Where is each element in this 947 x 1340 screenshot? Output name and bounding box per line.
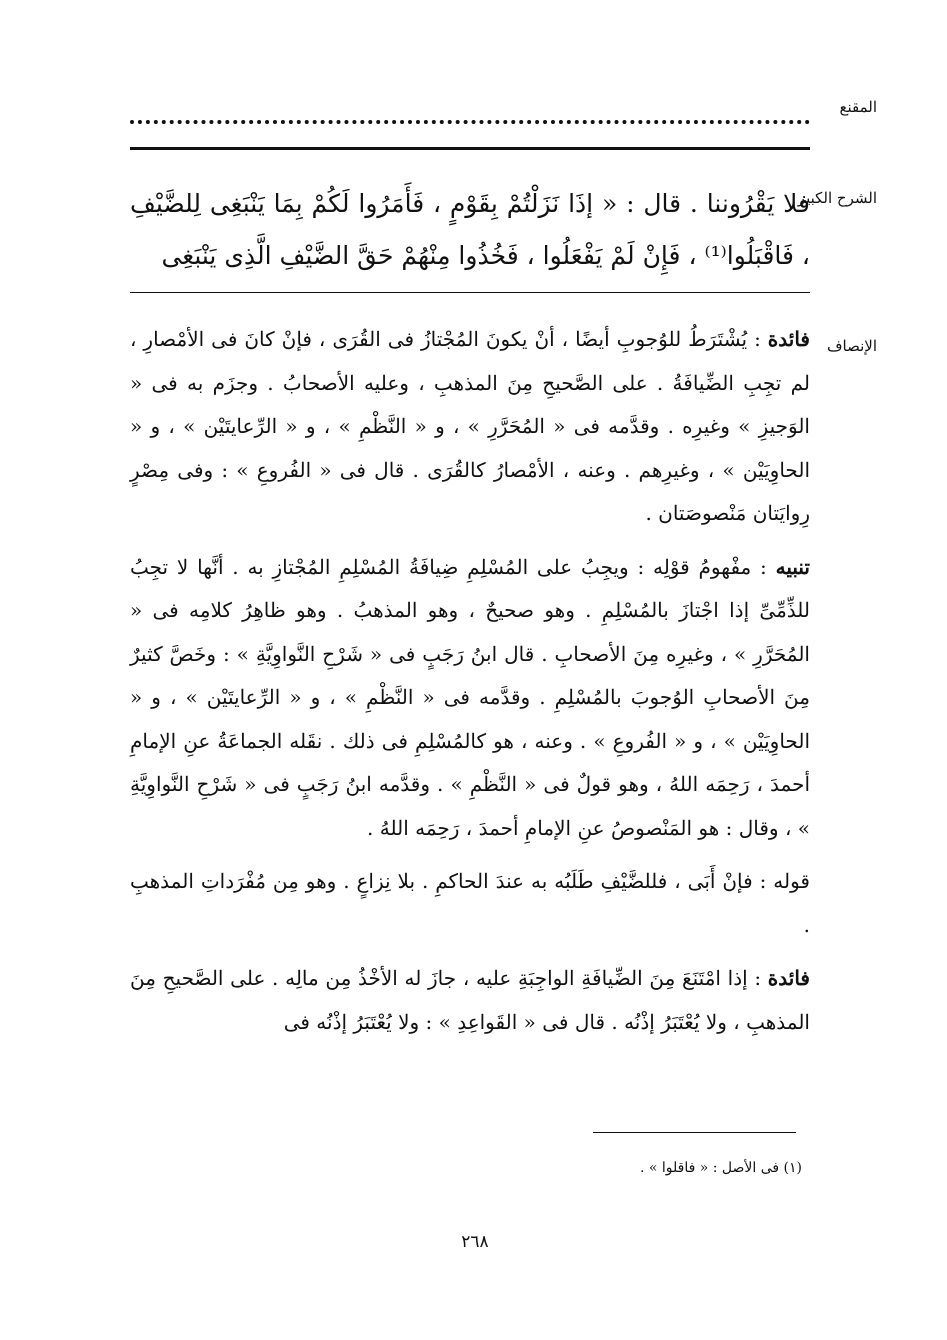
insaf-section-label: الإنصاف <box>826 337 877 355</box>
paragraph-lead: فائدة <box>767 327 810 351</box>
footnote-rule <box>593 1132 796 1133</box>
header-rule <box>130 147 810 150</box>
paragraph-text: : إذا امْتَنَعَ مِنَ الضِّيافَةِ الواجِبَةِ عليه ، جازَ له الأخْذُ مِن مالِه . على الصَّحيحِ مِنَ المذهبِ ، ولا يُعْتَبَرُ إذْنُه . قال فى « القَواعِدِ » : ولا يُعْتَبَرُ إذْنُه فى <box>130 966 810 1034</box>
section-divider <box>130 292 810 293</box>
paragraph-lead: فائدة <box>767 966 810 990</box>
running-head-title: المقنع <box>839 98 877 116</box>
insaf-paragraph <box>130 957 810 1044</box>
dotted-separator <box>130 110 810 124</box>
paragraph-text: : مفْهومُ قوْلِه : ويجِبُ على المُسْلِمِ ضِيافَةُ المُسْلِمِ المُجْتازِ به . أنَّها لا تجِبُ للذِّمِّىِّ إذا اجْتازَ بالمُسْلِمِ . وهو صحيحٌ ، وهو المذهبُ . وهو ظاهِرُ كلامِه فى « المُحَرَّرِ » ، وغيرِه مِنَ الأصحابِ . قال ابنُ رَجَبٍ فى « شَرْحِ النَّواوِيَّةِ » : وخَصَّ كثيرٌ مِنَ الأصحابِ الوُجوبَ بالمُسْلِمِ . وقدَّمه فى « النَّظْمِ » ، و « الرِّعايتَيْن » ، و « الحاوِيَيْن » ، و « الفُروعِ » . وعنه ، هو كالمُسْلِمِ فى ذلك . نقَله الجماعَةُ عنِ الإمامِ أحمدَ ، رَحِمَه اللهُ ، وهو قولٌ فى « النَّظْمِ » . وقدَّمه ابنُ رَجَبٍ فى « شَرْحِ النَّواوِيَّةِ » ، وقال : هو المَنْصوصُ عنِ الإمامِ أحمدَ ، رَحِمَه اللهُ . <box>130 554 810 840</box>
insaf-paragraph <box>130 318 810 536</box>
insaf-text <box>130 318 810 1044</box>
sharh-text: فلا يَقْرُوننا . قال : « إذَا نَزَلْتُمْ بِقَوْمٍ ، فَأَمَرُوا لَكُمْ بِمَا يَنْبَغِى لِلضَّيْفِ ، فَاقْبَلُوا⁽¹⁾ ، فَإِنْ لَمْ يَفْعَلُوا ، فَخُذُوا مِنْهُمْ حَقَّ الضَّيْفِ الَّذِى يَنْبَغِى <box>130 189 810 270</box>
footnote: (١) فى الأصل : « فاقلوا » . <box>639 1160 802 1176</box>
paragraph-text: : يُشْتَرَطُ للوُجوبِ أيضًا ، أنْ يكونَ المُجْتازُ فى القُرَى ، فإنْ كانَ فى الأمْصارِ ، لم تجِبِ الضِّيافَةُ . على الصَّحيحِ مِنَ المذهبِ ، وعليه الأصحابُ . وجزَم به فى « الوَجيزِ » وغيرِه . وقدَّمه فى « المُحَرَّرِ » ، و « النَّظْمِ » ، و « الرِّعايتَيْن » ، و « الحاوِيَيْن » ، وغيرِهم . وعنه ، الأمْصارُ كالقُرَى . قال فى « الفُروعِ » : وفى مِصْرٍ رِوايَتان مَنْصوصَتان . <box>130 327 810 525</box>
paragraph-lead: تنبيه <box>775 554 810 579</box>
insaf-paragraph <box>130 546 810 851</box>
paragraph-text: قوله : فإنْ أَبَى ، فللضَّيْفِ طَلَبُه به عندَ الحاكمِ . بلا نِزاعٍ . وهو مِن مُفْرَداتِ المذهبِ . <box>130 869 810 937</box>
insaf-paragraph <box>130 860 810 947</box>
sharh-section-label: الشرح الكبير <box>797 189 877 207</box>
page-number: ٢٦٨ <box>461 1232 489 1252</box>
